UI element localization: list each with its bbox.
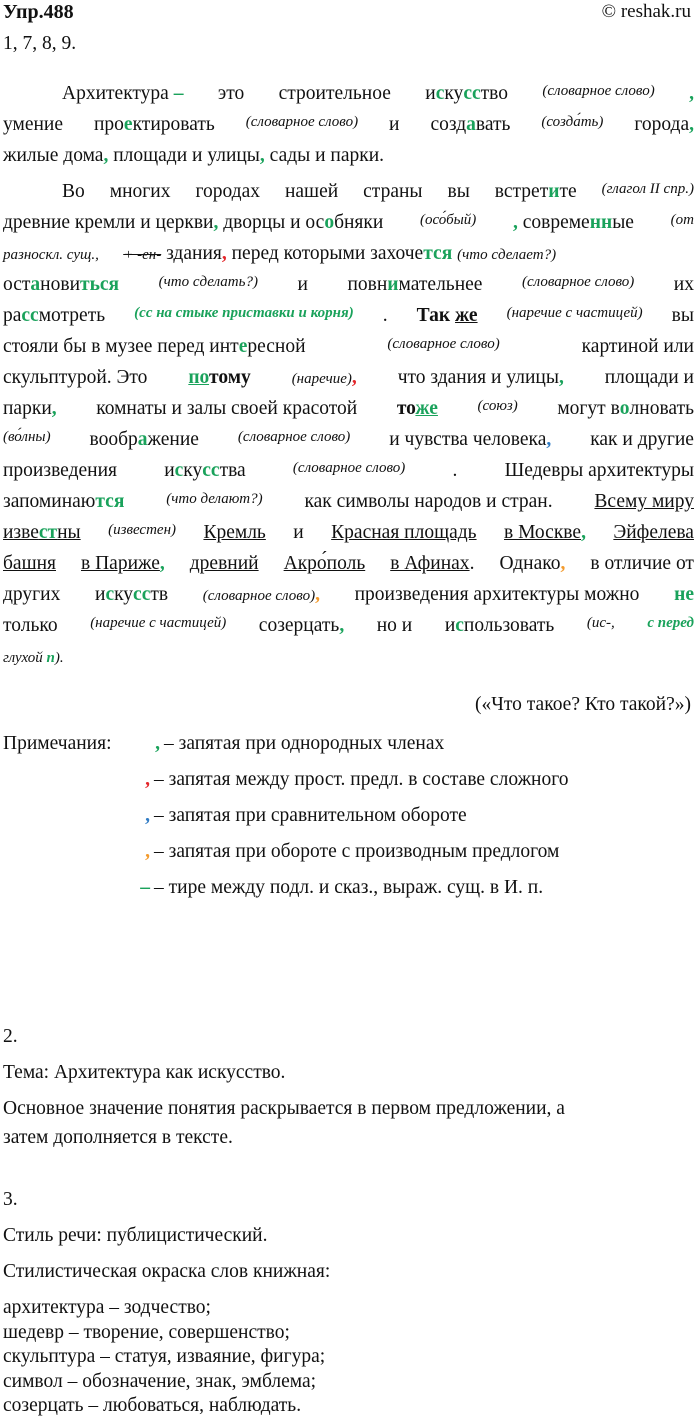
text-line: известны (известен) Кремль и Красная площадь в Москве, Эйфелева	[3, 522, 694, 543]
synonym-line: шедевр – творение, совершенство;	[3, 1321, 290, 1343]
note-item: , – запятая между прост. предл. в составе сложного	[145, 769, 569, 790]
text-line: остановиться (что сделать?) и повнимательнее (словарное слово) их	[3, 274, 694, 295]
text-line: древние кремли и церкви, дворцы и особняки (осо́бый) , современные (от	[3, 212, 694, 233]
note-item: , – запятая при однородных членах	[155, 733, 445, 754]
text-line: рассмотреть (сс на стыке приставки и корня) . Так же (наречие с частицей) вы	[3, 305, 694, 326]
text-line: затем дополняется в тексте.	[3, 1127, 233, 1148]
notes-label: Примечания:	[3, 733, 112, 754]
text-line: жилые дома, площади и улицы, сады и парки.	[3, 145, 385, 166]
synonym-line: символ – обозначение, знак, эмблема;	[3, 1370, 317, 1392]
theme-line: Тема: Архитектура как искусство.	[3, 1062, 286, 1083]
note-item: , – запятая при обороте с производным предлогом	[145, 841, 560, 862]
text-line: Основное значение понятия раскрывается в первом предложении, а	[3, 1098, 565, 1119]
text-line: Архитектура – это строительное искусство (словарное слово) ,	[62, 83, 694, 104]
text-line: парки, комнаты и залы своей красотой тоже (союз) могут волновать	[3, 398, 694, 419]
text-line: только (наречие с частицей) созерцать, но и использовать (ис-, с перед	[3, 615, 694, 636]
note-item: – – тире между подл. и сказ., выраж. сущ. в И. п.	[140, 877, 544, 898]
text-line: глухой п).	[3, 650, 64, 666]
section-number: 3.	[3, 1189, 18, 1210]
section-number: 2.	[3, 1026, 18, 1047]
text-line: умение проектировать (словарное слово) и создавать (созда́ть) города,	[3, 114, 694, 135]
text-line: башня в Париже, древний Акро́поль в Афинах. Однако, в отличие от	[3, 553, 694, 574]
text-line: произведения искусства (словарное слово) . Шедевры архитектуры	[3, 460, 694, 481]
task-numbers: 1, 7, 8, 9.	[3, 33, 77, 54]
exercise-title: Упр.488	[3, 1, 74, 23]
text-line: Во многих городах нашей страны вы встретите (глагол II спр.)	[62, 181, 694, 202]
coloring-line: Стилистическая окраска слов книжная:	[3, 1261, 331, 1282]
text-line: запоминаются (что делают?) как символы народов и стран. Всему миру	[3, 491, 694, 512]
source-citation: («Что такое? Кто такой?»)	[474, 694, 691, 715]
text-line: скульптурой. Это потому (наречие), что здания и улицы, площади и	[3, 367, 694, 388]
text-line: (во́лны) воображение (словарное слово) и чувства человека, как и другие	[3, 429, 694, 450]
text-line: разноскл. сущ., + -ен- здания, перед которыми захочется (что сделает?)	[3, 243, 557, 264]
synonym-line: созерцать – любоваться, наблюдать.	[3, 1395, 302, 1416]
style-line: Стиль речи: публицистический.	[3, 1225, 268, 1246]
synonym-line: архитектура – зодчество;	[3, 1297, 211, 1318]
note-item: , – запятая при сравнительном обороте	[145, 805, 467, 826]
text-line: других искусств (словарное слово), произведения архитектуры можно не	[3, 584, 694, 605]
site-credit[interactable]: © reshak.ru	[601, 1, 691, 22]
synonym-line: скульптура – статуя, изваяние, фигура;	[3, 1346, 326, 1367]
text-line: стояли бы в музее перед интересной (словарное слово) картиной или	[3, 336, 694, 357]
